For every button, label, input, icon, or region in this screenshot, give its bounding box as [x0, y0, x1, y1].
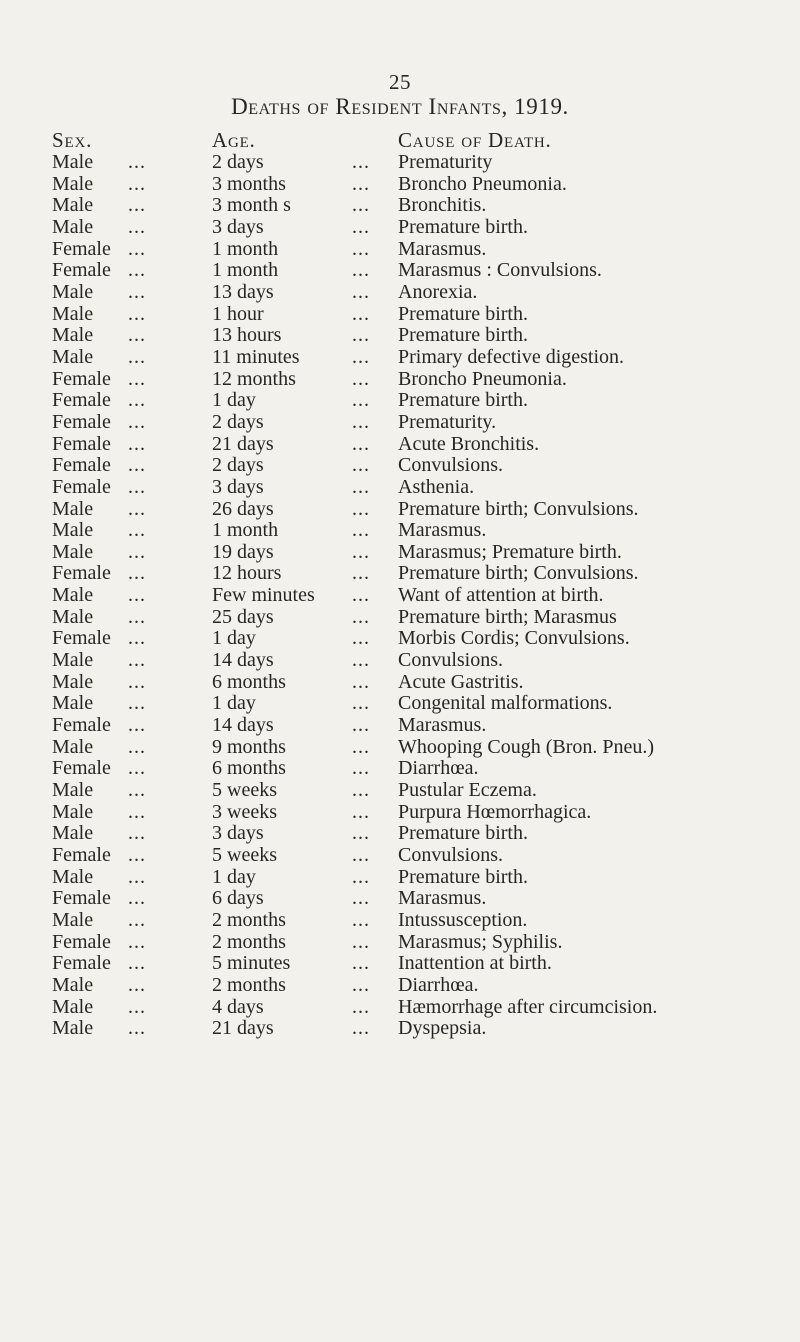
leader-dots: ... [128, 627, 146, 650]
column-header-age: Age. [212, 128, 256, 152]
cause-cell: Anorexia. [398, 280, 478, 303]
sex-cell: Male [52, 800, 94, 823]
leader-dots: ... [352, 1017, 370, 1040]
table-row [0, 823, 800, 845]
page-number: 25 [389, 70, 411, 94]
deaths-table [0, 152, 800, 1040]
cause-cell: Prematurity. [398, 410, 497, 433]
leader-dots: ... [128, 302, 146, 325]
age-cell: 2 months [212, 973, 286, 996]
age-cell: 14 days [212, 714, 274, 737]
leader-dots: ... [352, 844, 370, 866]
sex-cell: Male [52, 519, 94, 542]
leader-dots: ... [352, 454, 370, 477]
sex-cell: Male [52, 324, 94, 347]
cause-cell: Diarrhœa. [398, 973, 479, 996]
age-cell: 12 hours [212, 562, 282, 585]
age-cell: 1 day [212, 389, 256, 412]
table-row [0, 282, 800, 304]
cause-cell: Acute Bronchitis. [398, 432, 540, 455]
table-row [0, 867, 800, 889]
table-row [0, 455, 800, 477]
age-cell: 6 days [212, 887, 264, 910]
leader-dots: ... [352, 367, 370, 390]
age-cell: 21 days [212, 1017, 274, 1040]
age-cell: 6 months [212, 757, 286, 780]
cause-cell: Convulsions. [398, 844, 504, 866]
leader-dots: ... [128, 952, 146, 975]
table-row [0, 260, 800, 282]
sex-cell: Male [52, 779, 94, 802]
table-row [0, 997, 800, 1019]
leader-dots: ... [128, 887, 146, 910]
leader-dots: ... [128, 692, 146, 715]
cause-cell: Pustular Eczema. [398, 779, 537, 802]
sex-cell: Male [52, 151, 94, 173]
sex-cell: Male [52, 280, 94, 303]
cause-cell: Intussusception. [398, 908, 528, 931]
leader-dots: ... [352, 280, 370, 303]
cause-cell: Bronchitis. [398, 194, 487, 217]
sex-cell: Male [52, 605, 94, 628]
cause-cell: Marasmus. [398, 714, 487, 737]
leader-dots: ... [352, 172, 370, 195]
leader-dots: ... [128, 844, 146, 866]
sex-cell: Female [52, 432, 111, 455]
age-cell: 2 days [212, 151, 264, 173]
leader-dots: ... [128, 519, 146, 542]
age-cell: 2 months [212, 908, 286, 931]
table-row [0, 390, 800, 412]
table-row [0, 434, 800, 456]
leader-dots: ... [128, 151, 146, 173]
table-row [0, 910, 800, 932]
cause-cell: Primary defective digestion. [398, 345, 625, 368]
table-row [0, 347, 800, 369]
age-cell: 1 day [212, 692, 256, 715]
leader-dots: ... [128, 259, 146, 282]
age-cell: 3 month s [212, 194, 291, 217]
table-row [0, 217, 800, 239]
sex-cell: Female [52, 844, 111, 866]
leader-dots: ... [352, 151, 370, 173]
age-cell: 21 days [212, 432, 274, 455]
age-cell: 9 months [212, 735, 286, 758]
sex-cell: Male [52, 172, 94, 195]
age-cell: 19 days [212, 540, 274, 563]
sex-cell: Female [52, 259, 111, 282]
cause-cell: Premature birth; Convulsions. [398, 562, 639, 585]
cause-cell: Dyspepsia. [398, 1017, 487, 1040]
sex-cell: Female [52, 627, 111, 650]
leader-dots: ... [128, 454, 146, 477]
table-row [0, 239, 800, 261]
age-cell: 4 days [212, 995, 264, 1018]
leader-dots: ... [352, 345, 370, 368]
age-cell: 12 months [212, 367, 296, 390]
leader-dots: ... [352, 735, 370, 758]
leader-dots: ... [352, 930, 370, 953]
cause-cell: Premature birth; Convulsions. [398, 497, 639, 520]
leader-dots: ... [352, 757, 370, 780]
leader-dots: ... [352, 519, 370, 542]
sex-cell: Male [52, 908, 94, 931]
leader-dots: ... [352, 995, 370, 1018]
age-cell: Few minutes [212, 584, 315, 607]
table-row [0, 1018, 800, 1040]
leader-dots: ... [352, 497, 370, 520]
sex-cell: Male [52, 865, 94, 888]
cause-cell: Premature birth. [398, 302, 528, 325]
age-cell: 14 days [212, 649, 274, 672]
leader-dots: ... [352, 540, 370, 563]
age-cell: 2 days [212, 454, 264, 477]
leader-dots: ... [128, 497, 146, 520]
leader-dots: ... [128, 237, 146, 260]
leader-dots: ... [352, 670, 370, 693]
leader-dots: ... [128, 540, 146, 563]
leader-dots: ... [128, 605, 146, 628]
sex-cell: Male [52, 1017, 94, 1040]
leader-dots: ... [128, 345, 146, 368]
leader-dots: ... [352, 410, 370, 433]
cause-cell: Premature birth; Marasmus [398, 605, 617, 628]
leader-dots: ... [128, 324, 146, 347]
table-row [0, 477, 800, 499]
leader-dots: ... [352, 562, 370, 585]
cause-cell: Marasmus. [398, 887, 487, 910]
cause-cell: Premature birth. [398, 389, 528, 412]
cause-cell: Diarrhœa. [398, 757, 479, 780]
table-row [0, 693, 800, 715]
table-row [0, 672, 800, 694]
age-cell: 2 days [212, 410, 264, 433]
cause-cell: Hæmorrhage after circumcision. [398, 995, 658, 1018]
table-row [0, 715, 800, 737]
age-cell: 3 months [212, 172, 286, 195]
table-row [0, 152, 800, 174]
cause-cell: Convulsions. [398, 649, 504, 672]
leader-dots: ... [128, 995, 146, 1018]
leader-dots: ... [352, 432, 370, 455]
page-title: Deaths of Resident Infants, 1919. [231, 94, 569, 119]
sex-cell: Male [52, 497, 94, 520]
cause-cell: Want of attention at birth. [398, 584, 604, 607]
sex-cell: Female [52, 410, 111, 433]
leader-dots: ... [128, 432, 146, 455]
leader-dots: ... [352, 973, 370, 996]
leader-dots: ... [128, 562, 146, 585]
leader-dots: ... [352, 779, 370, 802]
table-row [0, 888, 800, 910]
cause-cell: Whooping Cough (Bron. Pneu.) [398, 735, 655, 758]
leader-dots: ... [352, 215, 370, 238]
cause-cell: Marasmus; Premature birth. [398, 540, 622, 563]
column-header-cause: Cause of Death. [398, 128, 552, 152]
sex-cell: Male [52, 670, 94, 693]
table-row [0, 585, 800, 607]
table-row [0, 520, 800, 542]
leader-dots: ... [128, 714, 146, 737]
leader-dots: ... [128, 757, 146, 780]
sex-cell: Female [52, 887, 111, 910]
leader-dots: ... [352, 302, 370, 325]
leader-dots: ... [352, 649, 370, 672]
leader-dots: ... [352, 952, 370, 975]
table-row [0, 780, 800, 802]
leader-dots: ... [128, 367, 146, 390]
age-cell: 26 days [212, 497, 274, 520]
cause-cell: Broncho Pneumonia. [398, 172, 567, 195]
age-cell: 6 months [212, 670, 286, 693]
sex-cell: Male [52, 735, 94, 758]
age-cell: 3 days [212, 215, 264, 238]
leader-dots: ... [352, 908, 370, 931]
age-cell: 3 weeks [212, 800, 277, 823]
leader-dots: ... [352, 389, 370, 412]
leader-dots: ... [352, 714, 370, 737]
sex-cell: Male [52, 345, 94, 368]
table-row [0, 195, 800, 217]
leader-dots: ... [128, 1017, 146, 1040]
leader-dots: ... [128, 865, 146, 888]
sex-cell: Male [52, 692, 94, 715]
age-cell: 1 day [212, 865, 256, 888]
cause-cell: Convulsions. [398, 454, 504, 477]
cause-cell: Congenital malformations. [398, 692, 613, 715]
age-cell: 1 month [212, 237, 279, 260]
leader-dots: ... [128, 475, 146, 498]
age-cell: 1 month [212, 259, 279, 282]
sex-cell: Female [52, 389, 111, 412]
age-cell: 2 months [212, 930, 286, 953]
leader-dots: ... [352, 800, 370, 823]
leader-dots: ... [128, 649, 146, 672]
sex-cell: Male [52, 649, 94, 672]
table-row [0, 412, 800, 434]
cause-cell: Marasmus. [398, 519, 487, 542]
age-cell: 5 weeks [212, 844, 277, 866]
cause-cell: Marasmus; Syphilis. [398, 930, 563, 953]
table-row [0, 325, 800, 347]
age-cell: 1 hour [212, 302, 264, 325]
sex-cell: Female [52, 454, 111, 477]
table-row [0, 802, 800, 824]
leader-dots: ... [128, 215, 146, 238]
cause-cell: Premature birth. [398, 215, 528, 238]
table-row [0, 953, 800, 975]
leader-dots: ... [352, 865, 370, 888]
sex-cell: Female [52, 952, 111, 975]
sex-cell: Female [52, 757, 111, 780]
sex-cell: Male [52, 584, 94, 607]
leader-dots: ... [128, 800, 146, 823]
leader-dots: ... [128, 670, 146, 693]
leader-dots: ... [128, 779, 146, 802]
age-cell: 13 days [212, 280, 274, 303]
cause-cell: Marasmus : Convulsions. [398, 259, 602, 282]
sex-cell: Female [52, 562, 111, 585]
column-header-sex: Sex. [52, 128, 93, 152]
leader-dots: ... [128, 822, 146, 845]
leader-dots: ... [352, 237, 370, 260]
leader-dots: ... [352, 259, 370, 282]
leader-dots: ... [352, 822, 370, 845]
cause-cell: Inattention at birth. [398, 952, 552, 975]
sex-cell: Female [52, 237, 111, 260]
sex-cell: Male [52, 194, 94, 217]
cause-cell: Premature birth. [398, 822, 528, 845]
table-row [0, 737, 800, 759]
cause-cell: Purpura Hœmorrhagica. [398, 800, 592, 823]
age-cell: 5 minutes [212, 952, 291, 975]
sex-cell: Male [52, 540, 94, 563]
leader-dots: ... [128, 735, 146, 758]
cause-cell: Morbis Cordis; Convulsions. [398, 627, 630, 650]
sex-cell: Female [52, 714, 111, 737]
age-cell: 5 weeks [212, 779, 277, 802]
table-row [0, 932, 800, 954]
leader-dots: ... [128, 410, 146, 433]
age-cell: 11 minutes [212, 345, 300, 368]
table-row [0, 650, 800, 672]
table-row [0, 758, 800, 780]
leader-dots: ... [128, 973, 146, 996]
table-row [0, 542, 800, 564]
age-cell: 1 month [212, 519, 279, 542]
age-cell: 3 days [212, 822, 264, 845]
leader-dots: ... [352, 584, 370, 607]
leader-dots: ... [128, 930, 146, 953]
leader-dots: ... [128, 389, 146, 412]
table-row [0, 304, 800, 326]
leader-dots: ... [352, 324, 370, 347]
leader-dots: ... [128, 280, 146, 303]
leader-dots: ... [128, 194, 146, 217]
leader-dots: ... [352, 605, 370, 628]
table-row [0, 499, 800, 521]
table-row [0, 628, 800, 650]
table-row [0, 607, 800, 629]
age-cell: 13 hours [212, 324, 282, 347]
table-row [0, 563, 800, 585]
leader-dots: ... [128, 908, 146, 931]
leader-dots: ... [128, 172, 146, 195]
age-cell: 1 day [212, 627, 256, 650]
sex-cell: Female [52, 367, 111, 390]
sex-cell: Male [52, 215, 94, 238]
sex-cell: Female [52, 475, 111, 498]
leader-dots: ... [352, 627, 370, 650]
cause-cell: Acute Gastritis. [398, 670, 524, 693]
leader-dots: ... [352, 692, 370, 715]
leader-dots: ... [352, 887, 370, 910]
table-row [0, 174, 800, 196]
sex-cell: Male [52, 822, 94, 845]
sex-cell: Male [52, 302, 94, 325]
leader-dots: ... [128, 584, 146, 607]
cause-cell: Prematurity [398, 151, 493, 173]
cause-cell: Marasmus. [398, 237, 487, 260]
sex-cell: Male [52, 973, 94, 996]
cause-cell: Premature birth. [398, 865, 528, 888]
table-row [0, 975, 800, 997]
leader-dots: ... [352, 475, 370, 498]
table-row [0, 845, 800, 867]
age-cell: 3 days [212, 475, 264, 498]
table-row [0, 369, 800, 391]
cause-cell: Premature birth. [398, 324, 528, 347]
cause-cell: Broncho Pneumonia. [398, 367, 567, 390]
sex-cell: Female [52, 930, 111, 953]
age-cell: 25 days [212, 605, 274, 628]
leader-dots: ... [352, 194, 370, 217]
sex-cell: Male [52, 995, 94, 1018]
cause-cell: Asthenia. [398, 475, 475, 498]
